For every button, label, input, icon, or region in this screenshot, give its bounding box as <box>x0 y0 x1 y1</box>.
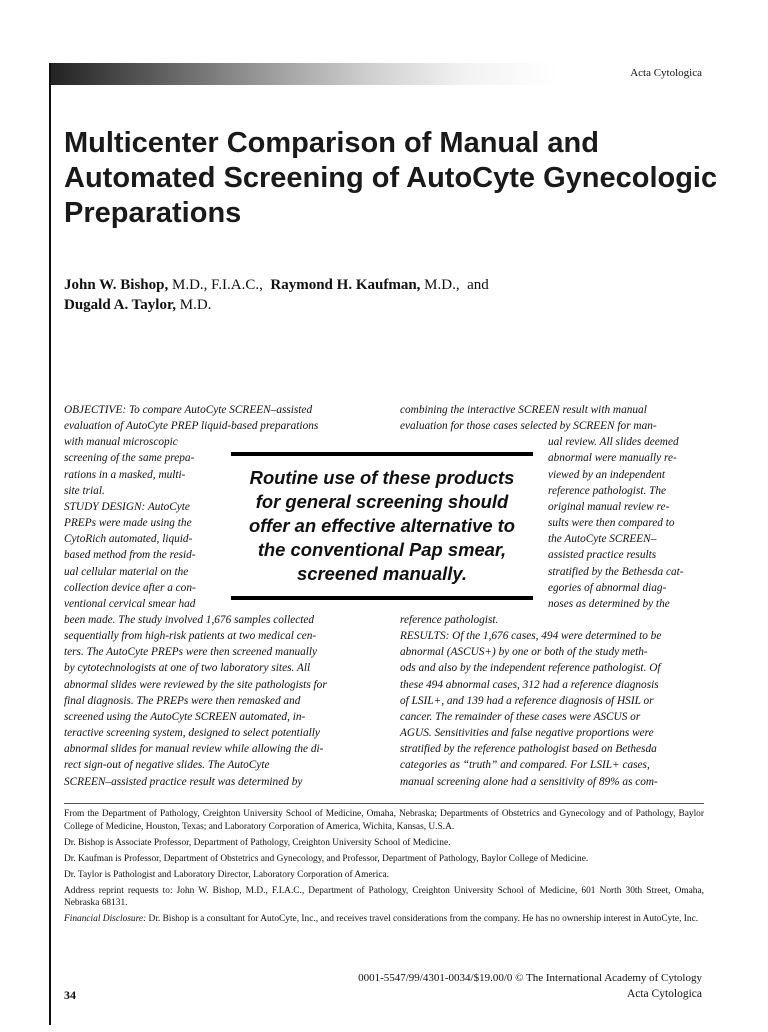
disclosure-text: Dr. Bishop is a consultant for AutoCyte, Inc., and receives travel considerations from the company. He has no ownership interest in AutoCyte, Inc. <box>146 914 699 925</box>
author-degree: M.D. <box>176 297 212 313</box>
abstract-line: assisted practice results <box>548 549 657 562</box>
left-margin-rule <box>49 63 51 1025</box>
abstract-line: cancer. The remainder of these cases were ASCUS or <box>400 710 641 723</box>
abstract-right-column-narrow <box>548 434 702 612</box>
abstract-line: based method from the resid- <box>64 549 196 562</box>
disclosure-label: Financial Disclosure: <box>64 914 147 925</box>
abstract-line: original manual review re- <box>548 500 670 513</box>
abstract-line: ventional cervical smear had <box>64 597 196 610</box>
abstract-line: abnormal slides were reviewed by the site pathologists for <box>64 678 327 691</box>
abstract-line: collection device after a con- <box>64 581 196 594</box>
author-name: Raymond H. Kaufman, <box>270 277 421 293</box>
abstract-line: abnormal slides for manual review while allowing the di- <box>64 743 324 756</box>
abstract-line: of LSIL+, and 139 had a reference diagnosis of HSIL or <box>400 694 654 707</box>
abstract-line: categories as “truth” and compared. For LSIL+ cases, <box>400 759 650 772</box>
author-line-2 <box>64 295 724 315</box>
abstract-right-column-bottom <box>400 612 702 790</box>
abstract-line: reference pathologist. The <box>548 484 667 497</box>
abstract-line: reference pathologist. <box>400 614 499 626</box>
abstract-line: ters. The AutoCyte PREPs were then screened manually <box>64 646 318 659</box>
abstract-line: abnormal (ASCUS+) by one or both of the study meth- <box>400 646 648 659</box>
abstract-line: AGUS. Sensitivities and false negative proportions were <box>400 727 654 740</box>
abstract-left-column-top <box>64 402 365 434</box>
abstract-line: OBJECTIVE: To compare AutoCyte SCREEN–assisted <box>64 404 313 416</box>
footnote-kaufman: Dr. Kaufman is Professor, Department of Obstetrics and Gynecology, and Professor, Department of Pathology, Baylor College of Medicine. <box>64 853 589 864</box>
author-degree: M.D., <box>420 277 460 293</box>
abstract-line: rect sign-out of negative slides. The AutoCyte <box>64 759 270 772</box>
footnote-taylor: Dr. Taylor is Pathologist and Laboratory Director, Laboratory Corporation of America. <box>64 869 390 880</box>
abstract-line: stratified by the Bethesda cat- <box>548 565 684 578</box>
abstract-line: sequentially from high-risk patients at two medical cen- <box>64 630 317 643</box>
abstract-line: stratified by the reference pathologist based on Bethesda <box>400 743 657 756</box>
author-name: John W. Bishop, <box>64 277 169 293</box>
pull-quote-text: Routine use of these products for general screening should offer an effective alternative to the conventional Pap smear, screened manually. <box>248 467 516 584</box>
issn-copyright-line: 0001-5547/99/4301-0034/$19.00/0 © The International Academy of Cytology <box>358 972 702 984</box>
abstract-line: these 494 abnormal cases, 312 had a reference diagnosis <box>400 678 659 691</box>
abstract-line: viewed by an independent <box>548 468 666 481</box>
abstract-line: combining the interactive SCREEN result with manual <box>400 404 647 416</box>
pull-quote <box>231 452 533 600</box>
abstract-line: sults were then compared to <box>548 517 675 530</box>
author-line-1 <box>64 275 724 295</box>
abstract-line: evaluation of AutoCyte PREP liquid-based preparations <box>64 420 319 433</box>
running-header-journal: Acta Cytologica <box>630 67 702 79</box>
abstract-line: screened using the AutoCyte SCREEN automated, in- <box>64 710 306 723</box>
abstract-line: screening of the same prepa- <box>64 452 195 465</box>
abstract-line: egories of abnormal diag- <box>548 581 667 594</box>
abstract-line: teractive screening system, designed to select potentially <box>64 727 320 740</box>
abstract-line: STUDY DESIGN: AutoCyte <box>64 500 190 513</box>
author-list <box>64 275 724 315</box>
pull-quote-bottom-rule <box>231 596 533 600</box>
abstract-line: manual screening alone had a sensitivity of 89% as com- <box>400 775 658 788</box>
abstract-line: been made. The study involved 1,676 samples collected <box>64 614 315 626</box>
abstract-line: PREPs were made using the <box>64 517 192 530</box>
abstract-line: ual review. All slides deemed <box>548 436 679 449</box>
abstract-line: the AutoCyte SCREEN– <box>548 533 657 546</box>
running-footer-journal: Acta Cytologica <box>626 988 702 1000</box>
abstract-line: ual cellular material on the <box>64 565 189 578</box>
author-name: Dugald A. Taylor, <box>64 297 176 313</box>
abstract-line: evaluation for those cases selected by SCREEN for man- <box>400 420 657 433</box>
abstract-left-column-bottom <box>64 612 365 790</box>
author-degree: M.D., F.I.A.C., <box>168 277 263 293</box>
abstract-line: noses as determined by the <box>548 597 670 610</box>
article-title: Multicenter Comparison of Manual and Automated Screening of AutoCyte Gynecologic Preparations <box>64 127 718 229</box>
abstract-left-column-narrow <box>64 434 221 612</box>
pull-quote-top-rule <box>231 452 533 456</box>
abstract-line: with manual microscopic <box>64 436 178 449</box>
abstract-line: final diagnosis. The PREPs were then remasked and <box>64 694 301 707</box>
abstract-line: RESULTS: Of the 1,676 cases, 494 were determined to be <box>400 630 662 643</box>
page-number: 34 <box>64 988 76 1002</box>
footnote-affiliations: From the Department of Pathology, Creighton University School of Medicine, Omaha, Nebraska; Departments of Obstetrics and Gynecology and of Pathology, Baylor College of Medicine, Houston, Texas; and Laboratory Corporation of America, Wichita, Kansas, U.S.A. <box>64 809 704 832</box>
abstract-line: rations in a masked, multi- <box>64 468 186 481</box>
abstract-line: CytoRich automated, liquid- <box>64 533 193 546</box>
footnotes <box>64 808 704 929</box>
abstract-line: by cytotechnologists at one of two laboratory sites. All <box>64 662 311 675</box>
author-conjunction: and <box>467 277 489 293</box>
footnote-divider <box>64 803 704 804</box>
abstract-line: abnormal were manually re- <box>548 452 677 465</box>
footnote-bishop: Dr. Bishop is Associate Professor, Department of Pathology, Creighton University School of Medicine. <box>64 837 451 848</box>
abstract-line: site trial. <box>64 484 105 497</box>
abstract-line: SCREEN–assisted practice result was determined by <box>64 775 303 788</box>
footnote-reprints: Address reprint requests to: John W. Bishop, M.D., F.I.A.C., Department of Pathology, Creighton University School of Medicine, 601 North 30th Street, Omaha, Nebraska 68131. <box>64 885 704 909</box>
footnote-disclosure <box>64 913 704 926</box>
abstract-right-column-top <box>400 402 702 434</box>
abstract-line: ods and also by the independent reference pathologist. Of <box>400 662 661 675</box>
header-gradient-bar <box>49 63 719 85</box>
